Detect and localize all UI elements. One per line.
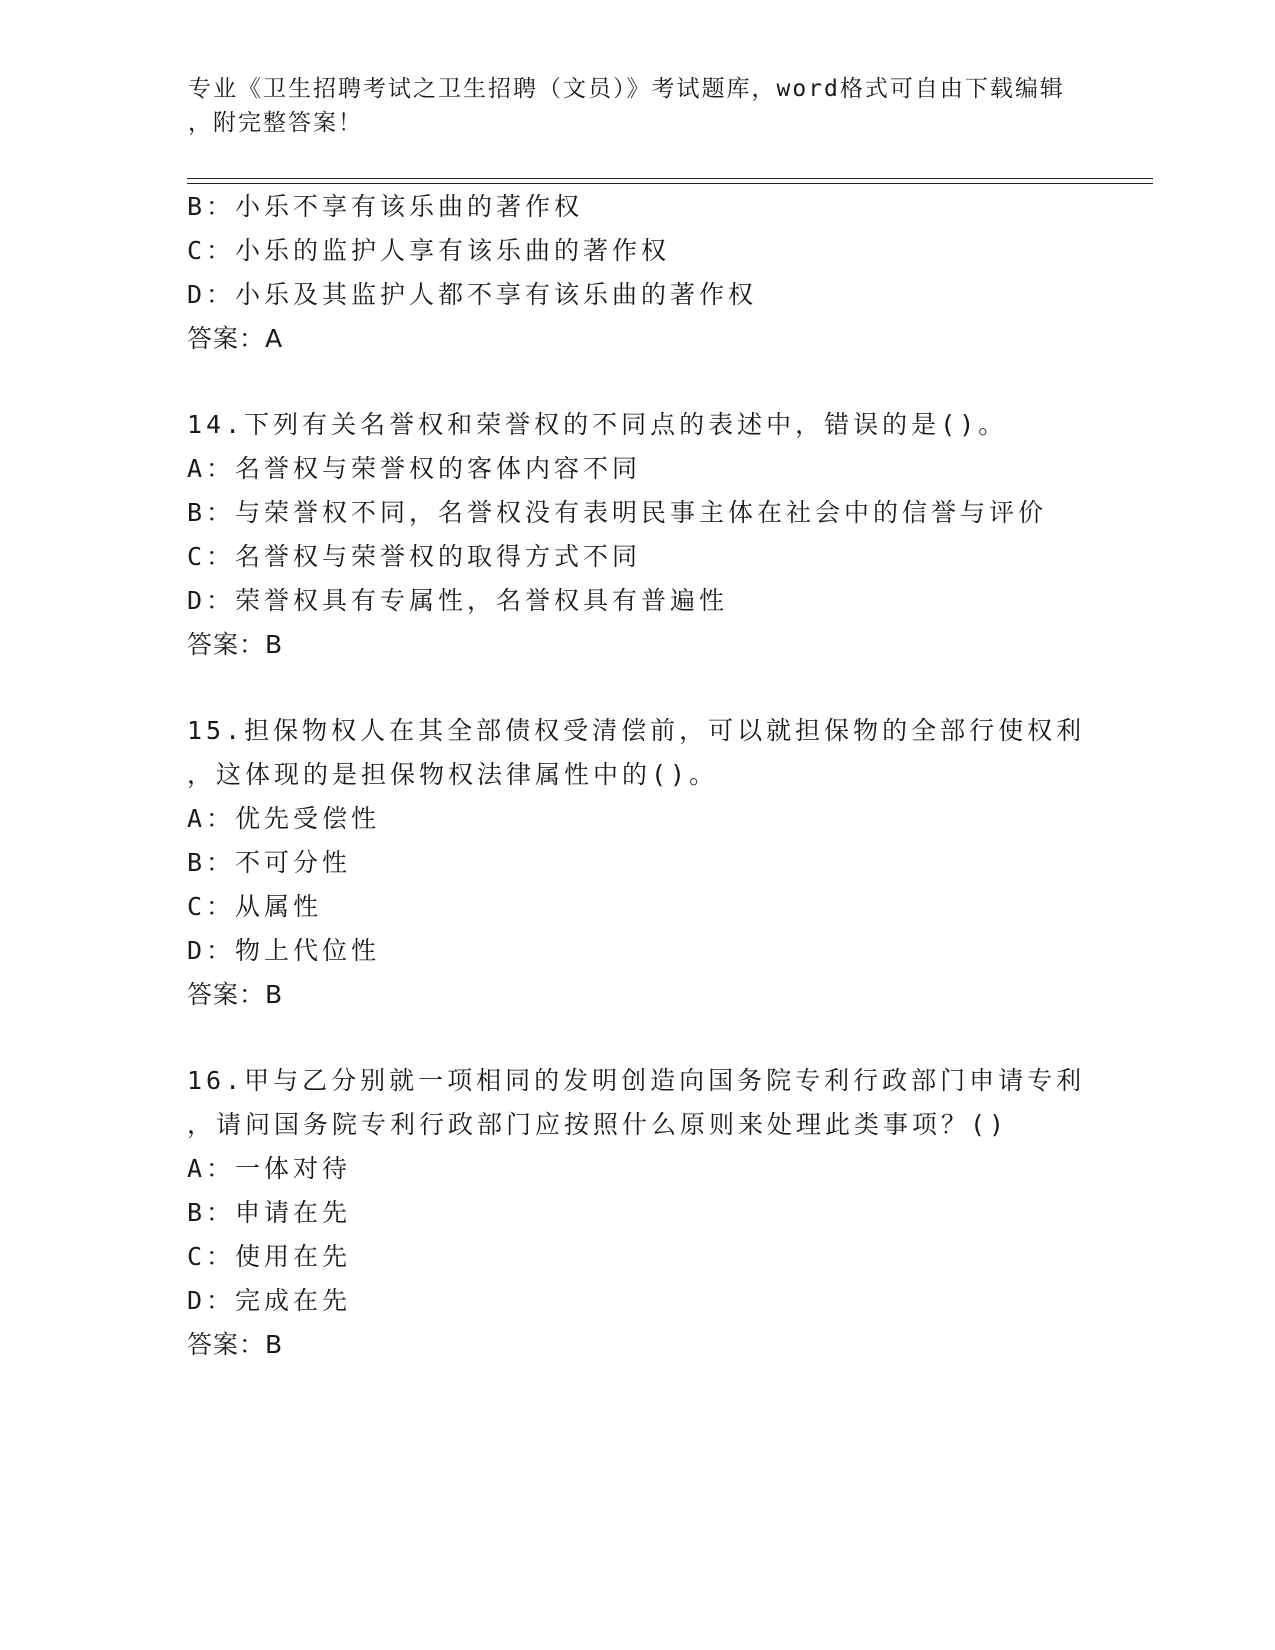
q15-answer: 答案：B bbox=[187, 980, 284, 1009]
q14-stem: 14.下列有关名誉权和荣誉权的不同点的表述中，错误的是()。 bbox=[187, 410, 1008, 439]
q14-answer: 答案：B bbox=[187, 630, 284, 659]
q14-option-b: B：与荣誉权不同，名誉权没有表明民事主体在社会中的信誉与评价 bbox=[187, 498, 1048, 527]
q16-answer: 答案：B bbox=[187, 1330, 284, 1359]
header-title-line1: 专业《卫生招聘考试之卫生招聘（文员）》考试题库，word格式可自由下载编辑 bbox=[188, 76, 1065, 102]
header-divider-top bbox=[187, 178, 1153, 179]
header-divider-bottom bbox=[187, 183, 1153, 184]
header-title-line2: ，附完整答案！ bbox=[188, 110, 363, 136]
q16-stem-line2: ，请问国务院专利行政部门应按照什么原则来处理此类事项？() bbox=[187, 1110, 1009, 1139]
prev-option-c: C：小乐的监护人享有该乐曲的著作权 bbox=[187, 236, 671, 265]
q15-stem-line2: ，这体现的是担保物权法律属性中的()。 bbox=[187, 760, 719, 789]
q16-option-d: D：完成在先 bbox=[187, 1286, 352, 1315]
q14-option-a: A：名誉权与荣誉权的客体内容不同 bbox=[187, 454, 642, 483]
prev-option-d: D：小乐及其监护人都不享有该乐曲的著作权 bbox=[187, 280, 758, 309]
prev-answer: 答案：A bbox=[187, 324, 284, 353]
prev-option-b: B：小乐不享有该乐曲的著作权 bbox=[187, 192, 584, 221]
q14-option-c: C：名誉权与荣誉权的取得方式不同 bbox=[187, 542, 642, 571]
q15-option-c: C：从属性 bbox=[187, 892, 323, 921]
q16-option-c: C：使用在先 bbox=[187, 1242, 352, 1271]
q15-stem-line1: 15.担保物权人在其全部债权受清偿前，可以就担保物的全部行使权利 bbox=[187, 716, 1086, 745]
q16-stem-line1: 16.甲与乙分别就一项相同的发明创造向国务院专利行政部门申请专利 bbox=[187, 1066, 1086, 1095]
q16-option-a: A：一体对待 bbox=[187, 1154, 352, 1183]
q15-option-b: B：不可分性 bbox=[187, 848, 352, 877]
q14-option-d: D：荣誉权具有专属性，名誉权具有普遍性 bbox=[187, 586, 729, 615]
q15-option-a: A：优先受偿性 bbox=[187, 804, 381, 833]
document-header bbox=[188, 72, 1088, 140]
q15-option-d: D：物上代位性 bbox=[187, 936, 381, 965]
q16-option-b: B：申请在先 bbox=[187, 1198, 352, 1227]
